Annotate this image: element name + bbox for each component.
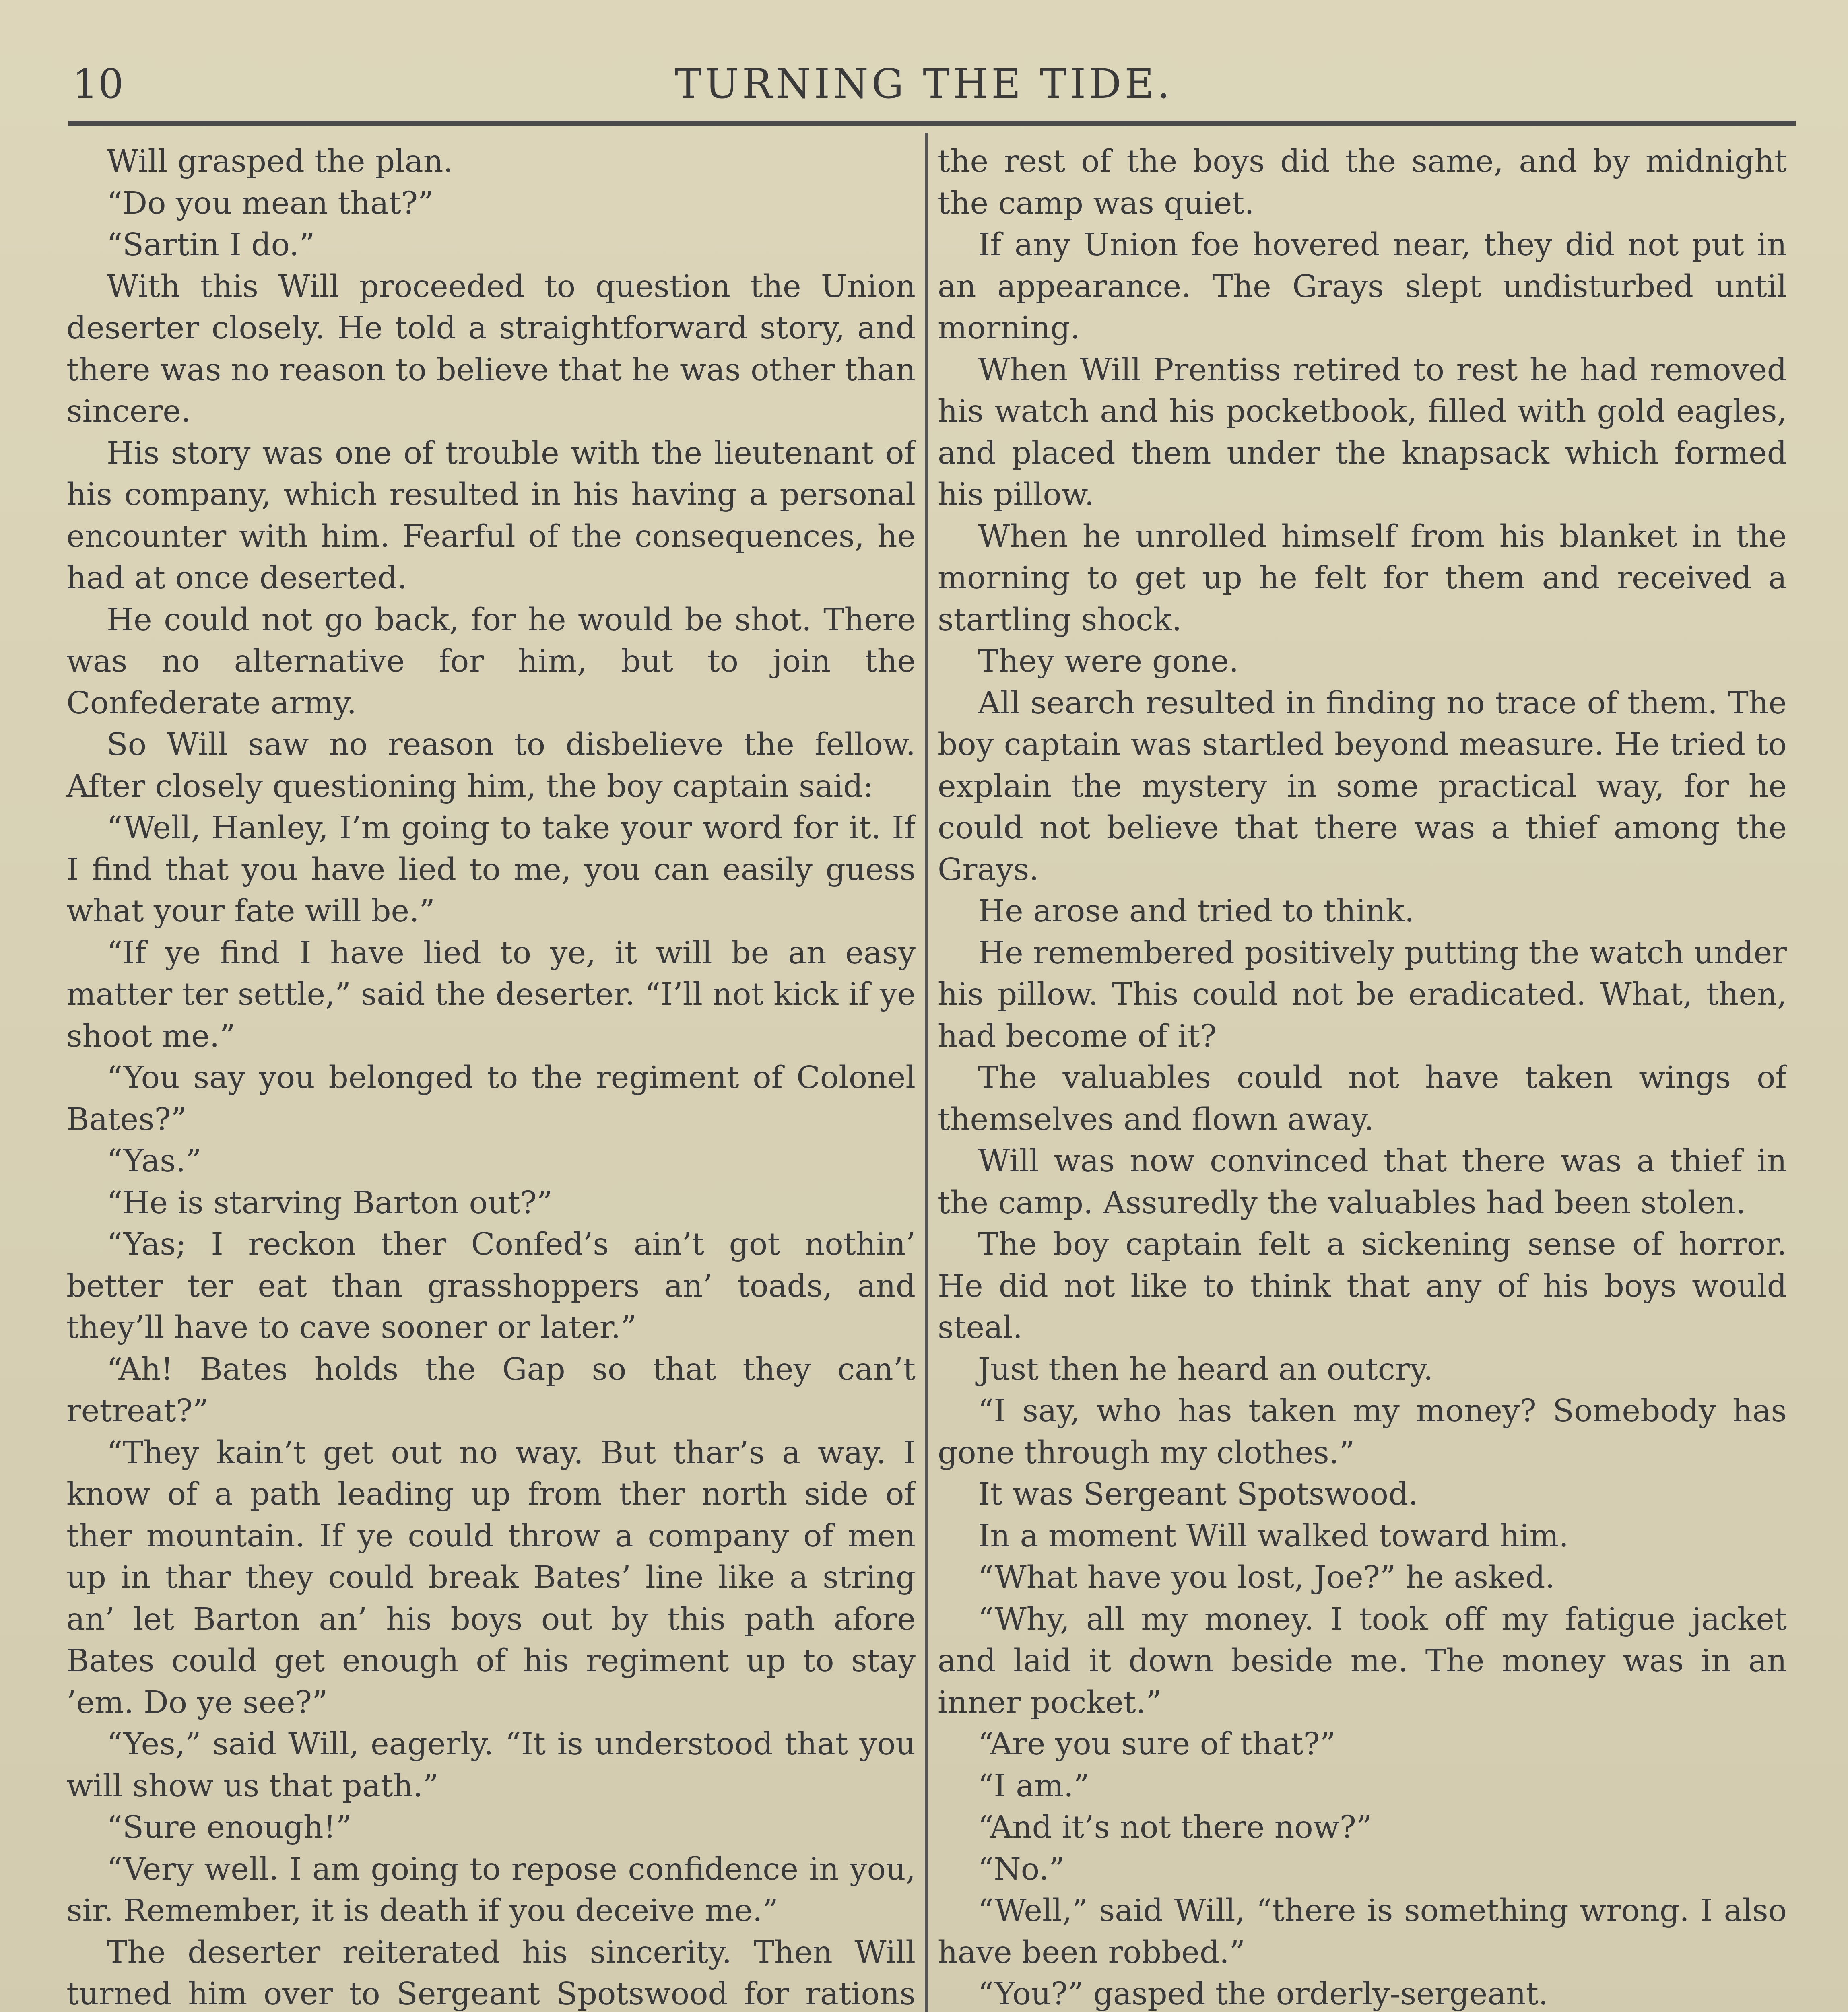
paragraph: “Why, all my money. I took off my fatigue jacket and laid it down beside me. The money was in an inner pocket.” bbox=[938, 1601, 1787, 1721]
paragraph: “Sure enough!” bbox=[107, 1810, 352, 1845]
paragraph: “Ah! Bates holds the Gap so that they can’t retreat?” bbox=[66, 1351, 916, 1429]
page-header bbox=[64, 56, 1784, 121]
paragraph: Just then he heard an outcry. bbox=[978, 1351, 1433, 1387]
paragraph: The deserter reiterated his sincerity. Then Will turned him over to Sergeant Spotswood for rations bbox=[66, 1934, 916, 2012]
paragraph: In a moment Will walked toward him. bbox=[978, 1518, 1569, 1554]
paragraph: “If ye find I have lied to ye, it will be an easy matter ter settle,” said the deserter. “I’ll not kick if ye shoot me.” bbox=[66, 935, 916, 1054]
paragraph: “What have you lost, Joe?” he asked. bbox=[978, 1560, 1555, 1596]
left-column bbox=[66, 141, 916, 2012]
paragraph: “He is starving Barton out?” bbox=[107, 1185, 553, 1221]
page-number: 10 bbox=[72, 60, 124, 107]
paragraph: With this Will proceeded to question the Union deserter closely. He told a straightforward story, and there was no reason to believe that he was other than sincere. bbox=[66, 268, 916, 429]
paragraph: It was Sergeant Spotswood. bbox=[978, 1476, 1418, 1512]
paragraph: “They kain’t get out no way. But thar’s a way. I know of a path leading up from ther north side of ther mountain. If ye could throw a company of men up in thar they could break Bates’ line like a string an’ let Barton an’ his boys out by this path afore Bates could get enough of his regiment up to stay ’em. Do ye see?” bbox=[66, 1435, 916, 1721]
paragraph: “Do you mean that?” bbox=[107, 185, 434, 221]
paragraph: “Well, Hanley, I’m going to take your word for it. If I find that you have lied to me, you can easily guess what your fate will be.” bbox=[66, 810, 916, 929]
paragraph: “I say, who has taken my money? Somebody has gone through my clothes.” bbox=[938, 1393, 1787, 1471]
paragraph: If any Union foe hovered near, they did not put in an appearance. The Grays slept undisturbed until morning. bbox=[938, 227, 1787, 346]
paragraph: His story was one of trouble with the lieutenant of his company, which resulted in his having a personal encounter with him. Fearful of the consequences, he had at once deserted. bbox=[66, 435, 916, 596]
paragraph: “Yes,” said Will, eagerly. “It is understood that you will show us that path.” bbox=[66, 1726, 916, 1804]
paragraph: “Well,” said Will, “there is something wrong. I also have been robbed.” bbox=[938, 1893, 1787, 1971]
paragraph: “Sartin I do.” bbox=[107, 227, 315, 263]
paragraph: They were gone. bbox=[978, 643, 1239, 679]
paragraph: When he unrolled himself from his blanket in the morning to get up he felt for them and received a startling shock. bbox=[938, 518, 1787, 638]
paragraph: “You?” gasped the orderly-sergeant. bbox=[978, 1976, 1549, 2012]
paragraph: “No.” bbox=[978, 1851, 1065, 1887]
paragraph: He remembered positively putting the watch under his pillow. This could not be eradicated. What, then, had become of it? bbox=[938, 935, 1787, 1054]
paragraph: Will was now convinced that there was a thief in the camp. Assuredly the valuables had been stolen. bbox=[938, 1143, 1787, 1221]
running-title: TURNING THE TIDE. bbox=[674, 60, 1174, 107]
column-divider bbox=[925, 133, 928, 2012]
paragraph: “Are you sure of that?” bbox=[978, 1726, 1336, 1762]
paragraph: All search resulted in finding no trace of them. The boy captain was startled beyond measure. He tried to explain the mystery in some practical way, for he could not believe that there was a thief among the Grays. bbox=[938, 685, 1787, 888]
right-column bbox=[938, 141, 1787, 2012]
paragraph: When Will Prentiss retired to rest he had removed his watch and his pocketbook, filled with gold eagles, and placed them under the knapsack which formed his pillow. bbox=[938, 352, 1787, 513]
paragraph: The valuables could not have taken wings of themselves and flown away. bbox=[938, 1060, 1787, 1138]
paragraph: He arose and tried to think. bbox=[978, 893, 1415, 929]
paragraph: The boy captain felt a sickening sense of horror. He did not like to think that any of his boys would steal. bbox=[938, 1227, 1787, 1346]
paragraph: “Very well. I am going to repose confidence in you, sir. Remember, it is death if you deceive me.” bbox=[66, 1851, 916, 1929]
paragraph: “Yas; I reckon ther Confed’s ain’t got nothin’ better ter eat than grasshoppers an’ toads, and they’ll have to cave sooner or later.” bbox=[66, 1227, 916, 1346]
header-rule bbox=[68, 121, 1796, 126]
paragraph: “You say you belonged to the regiment of Colonel Bates?” bbox=[66, 1060, 916, 1138]
paragraph: “And it’s not there now?” bbox=[978, 1810, 1372, 1845]
paragraph: So Will saw no reason to disbelieve the fellow. After closely questioning him, the boy captain said: bbox=[66, 727, 916, 804]
paragraph: “Yas.” bbox=[107, 1143, 202, 1179]
paragraph: Will grasped the plan. bbox=[107, 144, 453, 179]
paragraph: the rest of the boys did the same, and by midnight the camp was quiet. bbox=[938, 144, 1787, 221]
paragraph: “I am.” bbox=[978, 1768, 1090, 1804]
paragraph: He could not go back, for he would be shot. There was no alternative for him, but to join the Confederate army. bbox=[66, 602, 916, 721]
